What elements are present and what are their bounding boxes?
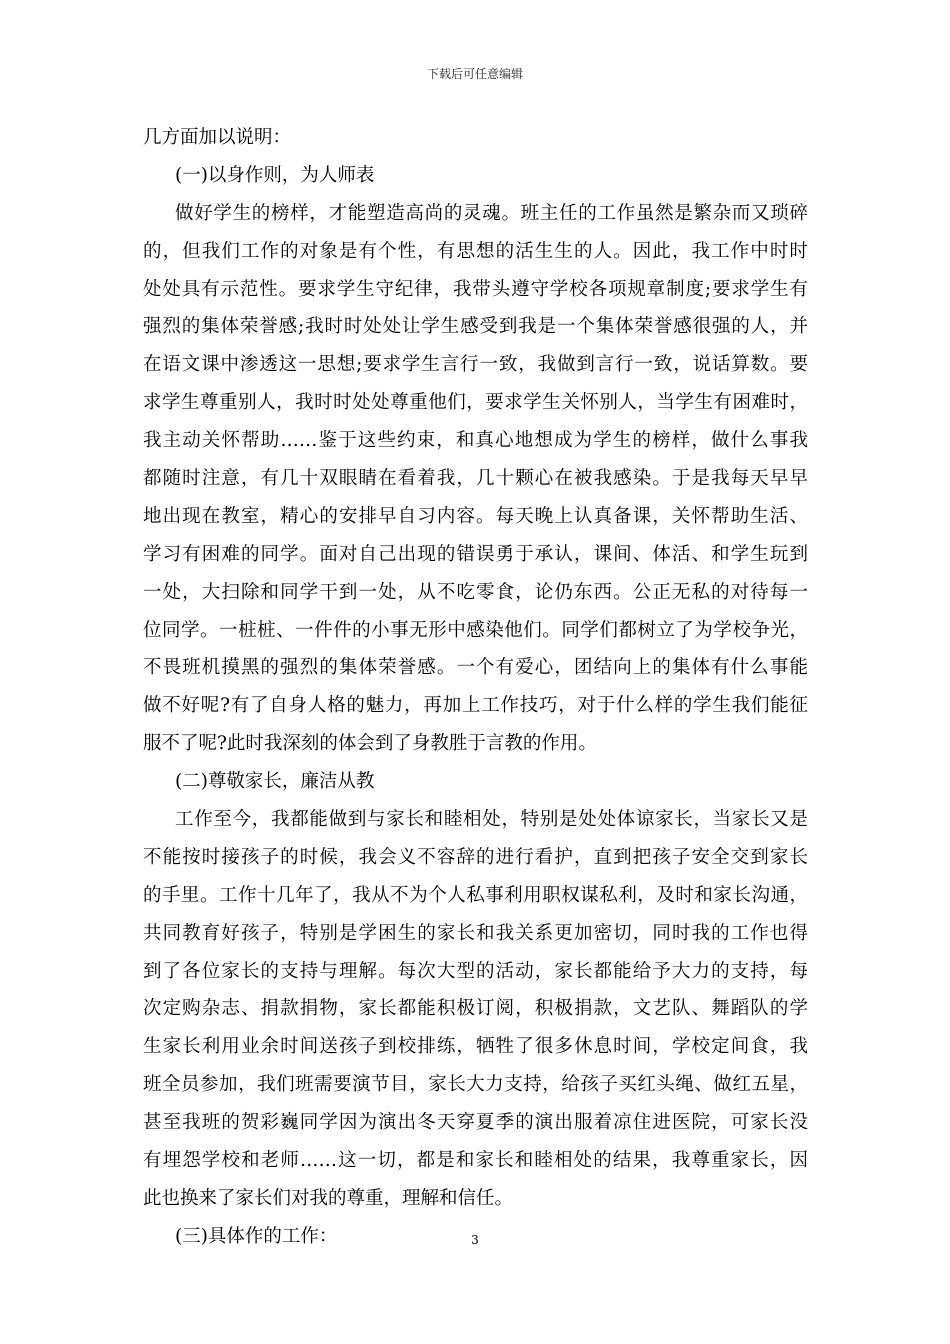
text-line: 我主动关怀帮助……鉴于这些约束，和真心地想成为学生的榜样，做什么事我 — [143, 430, 808, 452]
document-body — [143, 119, 808, 1256]
text-line: 不能按时接孩子的时候，我会义不容辞的进行看护，直到把孩子安全交到家长 — [143, 846, 808, 868]
text-line: 位同学。一桩桩、一件件的小事无形中感染他们。同学们都树立了为学校争光， — [143, 619, 808, 641]
text-line: 求学生尊重别人，我时时处处尊重他们，要求学生关怀别人，当学生有困难时， — [143, 392, 808, 414]
text-line: (一)以身作则，为人师表 — [175, 164, 375, 186]
text-line: 做好学生的榜样，才能塑造高尚的灵魂。班主任的工作虽然是繁杂而又琐碎 — [175, 202, 808, 224]
text-line: 在语文课中渗透这一思想;要求学生言行一致，我做到言行一致，说话算数。要 — [143, 354, 808, 376]
text-line: 做不好呢?有了自身人格的魅力，再加上工作技巧，对于什么样的学生我们能征 — [143, 695, 808, 717]
text-line: 生家长利用业余时间送孩子到校排练，牺牲了很多休息时间，学校定间食，我 — [143, 1036, 808, 1058]
text-line: 服不了呢?此时我深刻的体会到了身教胜于言教的作用。 — [143, 733, 597, 755]
text-line: 工作至今，我都能做到与家长和睦相处，特别是处处体谅家长，当家长又是 — [175, 809, 808, 831]
text-line: 学习有困难的同学。面对自己出现的错误勇于承认，课间、体活、和学生玩到 — [143, 543, 808, 565]
page-header: 下载后可任意编辑 — [426, 67, 523, 81]
text-line: 有埋怨学校和老师……这一切，都是和家长和睦相处的结果，我尊重家长，因 — [143, 1150, 808, 1172]
text-line: 地出现在教室，精心的安排早自习内容。每天晚上认真备课，关怀帮助生活、 — [143, 505, 808, 527]
text-line: 到了各位家长的支持与理解。每次大型的活动，家长都能给予大力的支持，每 — [143, 960, 808, 982]
text-line: 次定购杂志、捐款捐物，家长都能积极订阅，积极捐款，文艺队、舞蹈队的学 — [143, 998, 808, 1020]
text-line: 不畏班机摸黑的强烈的集体荣誉感。一个有爱心，团结向上的集体有什么事能 — [143, 657, 808, 679]
text-line: 甚至我班的贺彩巍同学因为演出冬天穿夏季的演出服着凉住进医院，可家长没 — [143, 1112, 808, 1134]
text-line: 共同教育好孩子，特别是学困生的家长和我关系更加密切，同时我的工作也得 — [143, 922, 808, 944]
text-line: 处处具有示范性。要求学生守纪律，我带头遵守学校各项规章制度;要求学生有 — [143, 278, 808, 300]
text-line: 几方面加以说明： — [143, 127, 292, 148]
text-line: 一处，大扫除和同学干到一处，从不吃零食，论仍东西。公正无私的对待每一 — [143, 581, 808, 603]
text-line: 都随时注意，有几十双眼睛在看着我，几十颗心在被我感染。于是我每天早早 — [143, 468, 808, 490]
text-line: 强烈的集体荣誉感;我时时处处让学生感受到我是一个集体荣誉感很强的人，并 — [143, 316, 808, 338]
text-line: (三)具体作的工作： — [175, 1225, 338, 1247]
text-line: 此也换来了家长们对我的尊重，理解和信任。 — [143, 1187, 514, 1209]
text-line: 班全员参加，我们班需要演节目，家长大力支持，给孩子买红头绳、做红五星， — [143, 1074, 808, 1096]
text-line: 的手里。工作十几年了，我从不为个人私事利用职权谋私利，及时和家长沟通， — [143, 884, 808, 906]
text-line: 的，但我们工作的对象是有个性，有思想的活生生的人。因此，我工作中时时 — [143, 240, 808, 262]
text-line: (二)尊敬家长，廉洁从教 — [175, 771, 375, 793]
page-number: 3 — [471, 1233, 479, 1247]
